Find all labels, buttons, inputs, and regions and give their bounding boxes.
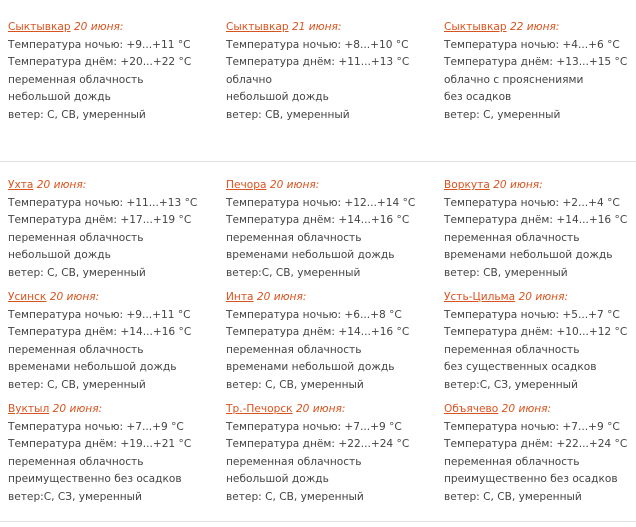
wind: ветер: С, СВ, умеренный — [8, 378, 146, 391]
forecast-date: 20 июня: — [52, 403, 103, 415]
night-temperature: Температура ночью: +5...+7 °C — [444, 308, 620, 321]
wind: ветер: С, СВ, умеренный — [226, 378, 364, 391]
wind: ветер: С, СВ, умеренный — [8, 108, 146, 121]
city-link[interactable]: Инта — [226, 291, 254, 303]
cloudiness: переменная облачность — [226, 231, 362, 244]
day-temperature: Температура днём: +19...+21 °C — [8, 438, 192, 450]
night-temperature: Температура ночью: +7...+9 °C — [444, 420, 620, 433]
day-temperature: Температура днём: +11...+13 °C — [226, 56, 410, 68]
night-temperature: Температура ночью: +2...+4 °C — [444, 196, 620, 209]
city-link[interactable]: Сыктывкар — [444, 21, 507, 33]
day-temperature: Температура днём: +20...+22 °C — [8, 56, 192, 68]
forecast-row — [0, 177, 636, 289]
city-link[interactable]: Усинск — [8, 291, 47, 303]
precipitation: временами небольшой дождь — [444, 249, 613, 261]
precipitation: преимущественно без осадков — [8, 473, 182, 485]
precipitation: небольшой дождь — [226, 91, 329, 103]
forecast-date: 20 июня: — [256, 291, 307, 303]
day-temperature: Температура днём: +13...+15 °C — [444, 56, 628, 68]
cloudiness: переменная облачность — [8, 455, 144, 468]
city-link[interactable]: Ухта — [8, 179, 34, 191]
city-link[interactable]: Вуктыл — [8, 403, 50, 415]
night-temperature: Температура ночью: +9...+11 °C — [8, 38, 191, 51]
city-link[interactable]: Тр.-Печорск — [226, 403, 293, 415]
cloudiness: переменная облачность — [444, 455, 580, 468]
day-temperature: Температура днём: +14...+16 °C — [226, 214, 410, 226]
city-link[interactable]: Сыктывкар — [8, 21, 71, 33]
wind: ветер:С, СЗ, умеренный — [444, 378, 578, 391]
day-temperature: Температура днём: +14...+16 °C — [8, 326, 192, 338]
night-temperature: Температура ночью: +12...+14 °C — [226, 196, 416, 209]
forecast-date: 20 июня: — [36, 179, 87, 191]
cloudiness: переменная облачность — [444, 231, 580, 244]
precipitation: небольшой дождь — [226, 473, 329, 485]
forecast-section-regions — [0, 177, 636, 513]
forecast-date: 21 июня: — [291, 21, 342, 33]
city-link[interactable]: Усть-Цильма — [444, 291, 516, 303]
forecast-date: 20 июня: — [501, 403, 552, 415]
precipitation: преимущественно без осадков — [444, 473, 618, 485]
night-temperature: Температура ночью: +4...+6 °C — [444, 38, 620, 51]
night-temperature: Температура ночью: +6...+8 °C — [226, 308, 402, 321]
precipitation: временами небольшой дождь — [226, 249, 395, 261]
forecast-card — [226, 177, 436, 282]
wind: ветер: С, умеренный — [444, 108, 561, 121]
cloudiness: облачно с прояснениями — [444, 73, 584, 86]
forecast-date: 22 июня: — [509, 21, 560, 33]
wind: ветер: СВ, умеренный — [226, 108, 350, 121]
night-temperature: Температура ночью: +11...+13 °C — [8, 196, 198, 209]
wind: ветер: СВ, умеренный — [444, 266, 568, 279]
forecast-date: 20 июня: — [295, 403, 346, 415]
forecast-card — [444, 401, 636, 506]
forecast-card — [226, 289, 436, 394]
precipitation: без существенных осадков — [444, 361, 597, 373]
forecast-card — [444, 177, 636, 282]
cloudiness: переменная облачность — [226, 343, 362, 356]
cloudiness: облачно — [226, 73, 272, 86]
day-temperature: Температура днём: +14...+16 °C — [226, 326, 410, 338]
forecast-row — [0, 289, 636, 401]
forecast-card — [8, 177, 218, 282]
precipitation: временами небольшой дождь — [8, 361, 177, 373]
wind: ветер: С, СВ, умеренный — [8, 266, 146, 279]
day-temperature: Температура днём: +10...+12 °C — [444, 326, 628, 338]
forecast-row — [0, 401, 636, 513]
precipitation: небольшой дождь — [8, 249, 111, 261]
day-temperature: Температура днём: +22...+24 °C — [226, 438, 410, 450]
night-temperature: Температура ночью: +8...+10 °C — [226, 38, 409, 51]
forecast-card — [444, 19, 636, 124]
night-temperature: Температура ночью: +7...+9 °C — [8, 420, 184, 433]
night-temperature: Температура ночью: +9...+11 °C — [8, 308, 191, 321]
forecast-card — [8, 19, 218, 124]
forecast-card — [8, 289, 218, 394]
forecast-date: 20 июня: — [49, 291, 100, 303]
forecast-date: 20 июня: — [493, 179, 543, 191]
section-divider — [0, 161, 636, 162]
forecast-card — [8, 401, 218, 506]
forecast-date: 20 июня: — [269, 179, 320, 191]
forecast-card — [444, 289, 636, 394]
forecast-date: 20 июня: — [73, 21, 124, 33]
day-temperature: Температура днём: +22...+24 °C — [444, 438, 628, 450]
city-link[interactable]: Печора — [226, 179, 267, 191]
precipitation: временами небольшой дождь — [226, 361, 395, 373]
wind: ветер:С, СВ, умеренный — [226, 266, 361, 279]
cloudiness: переменная облачность — [226, 455, 362, 468]
cloudiness: переменная облачность — [444, 343, 580, 356]
cloudiness: переменная облачность — [8, 343, 144, 356]
forecast-section-syktyvkar — [0, 19, 636, 131]
precipitation: без осадков — [444, 91, 512, 103]
wind: ветер: С, СВ, умеренный — [444, 490, 582, 503]
precipitation: небольшой дождь — [8, 91, 111, 103]
section-divider — [0, 521, 636, 522]
cloudiness: переменная облачность — [8, 73, 144, 86]
night-temperature: Температура ночью: +7...+9 °C — [226, 420, 402, 433]
forecast-row — [0, 19, 636, 131]
city-link[interactable]: Объячево — [444, 403, 499, 415]
day-temperature: Температура днём: +17...+19 °C — [8, 214, 192, 226]
wind: ветер:С, СЗ, умеренный — [8, 490, 142, 503]
city-link[interactable]: Воркута — [444, 179, 490, 191]
forecast-card — [226, 19, 436, 124]
wind: ветер: С, СВ, умеренный — [226, 490, 364, 503]
day-temperature: Температура днём: +14...+16 °C — [444, 214, 628, 226]
forecast-date: 20 июня: — [518, 291, 569, 303]
forecast-card — [226, 401, 436, 506]
city-link[interactable]: Сыктывкар — [226, 21, 289, 33]
cloudiness: переменная облачность — [8, 231, 144, 244]
